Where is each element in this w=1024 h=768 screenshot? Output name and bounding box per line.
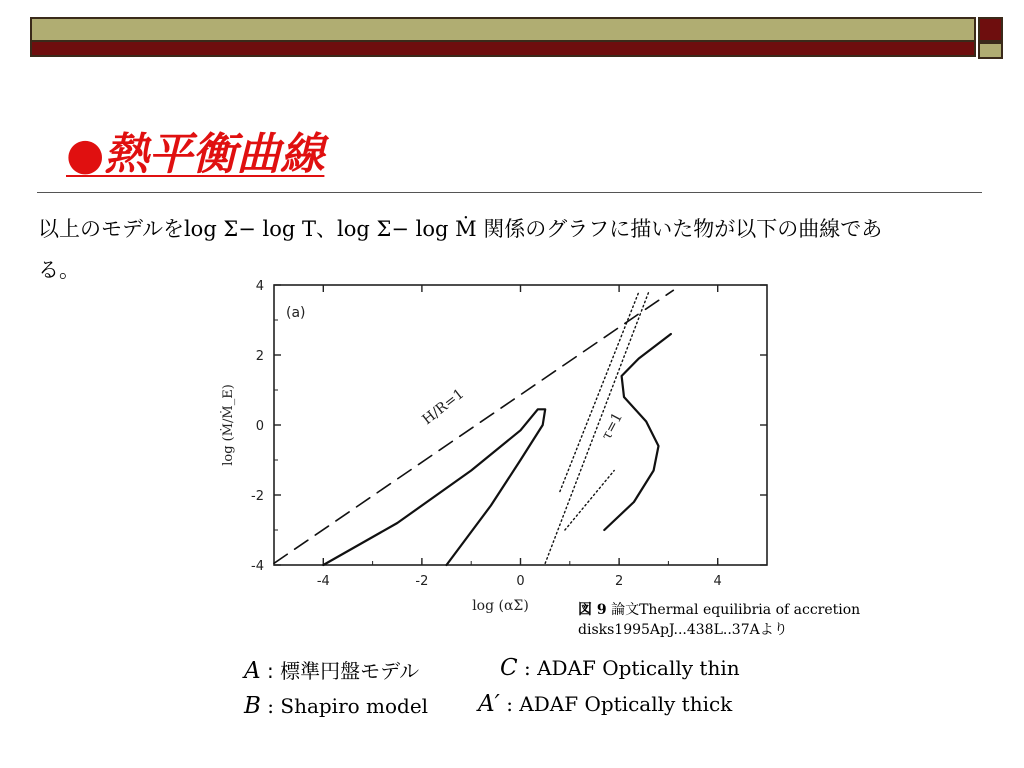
thermal-equilibrium-chart — [215, 275, 805, 625]
x-tick-label: -2 — [415, 574, 429, 589]
math-expr-1: log Σ− log T — [183, 217, 317, 241]
legend-item-b — [244, 693, 428, 719]
legend-text: : 標準円盤モデル — [266, 659, 420, 683]
header-corner-square — [978, 17, 1003, 42]
y-tick-label: -2 — [251, 489, 264, 504]
y-tick-label: -4 — [251, 559, 264, 574]
y-tick-label: 0 — [255, 419, 264, 434]
series-line-dotted — [545, 292, 649, 563]
legend-symbol: B — [244, 693, 261, 719]
body-line-1 — [38, 213, 882, 243]
x-tick-label: 0 — [516, 574, 525, 589]
caption-line-2: disks1995ApJ...438L..37Aより — [578, 622, 788, 638]
legend-text: : ADAF Optically thick — [506, 692, 733, 716]
title-divider — [37, 192, 982, 193]
header-bar — [30, 17, 976, 57]
legend-item-a-prime — [478, 691, 732, 717]
curve-annotation: H/R=1 — [419, 385, 468, 429]
body-prefix: 以上のモデルを — [38, 217, 184, 241]
body-suffix: 関係のグラフに描いた物が以下の曲線であ — [476, 217, 883, 241]
header-corner-square-lower — [978, 42, 1003, 59]
legend-text: : Shapiro model — [267, 694, 429, 718]
legend-text: : ADAF Optically thin — [523, 656, 740, 680]
y-tick-label: 2 — [255, 349, 264, 364]
header-bar-olive-stripe — [32, 19, 974, 42]
curve-annotation: τ=1 — [598, 410, 627, 443]
panel-label: (a) — [286, 305, 306, 321]
series-line-dotted — [565, 471, 614, 531]
legend-item-c — [500, 655, 740, 681]
y-tick-label: 4 — [255, 279, 264, 294]
legend-symbol: A′ — [478, 691, 500, 717]
plot-frame — [274, 285, 767, 565]
caption-line-1 — [578, 600, 860, 620]
caption-fig-label: 図 9 — [578, 602, 607, 618]
slide-title: ●熱平衡曲線 — [66, 129, 325, 180]
caption-text-1: 論文Thermal equilibria of accretion — [611, 602, 861, 618]
x-tick-label: -4 — [316, 574, 330, 589]
legend-symbol: A — [244, 658, 261, 684]
body-line-2: る。 — [38, 258, 80, 282]
x-tick-label: 2 — [614, 574, 624, 589]
legend-item-a — [244, 655, 419, 684]
math-expr-2: log Σ− log Ṁ — [337, 217, 477, 241]
x-tick-label: 4 — [713, 574, 722, 589]
body-separator: 、 — [316, 217, 338, 241]
x-axis-label: log (αΣ) — [472, 598, 529, 614]
y-axis-label: log (Ṁ/Ṁ_E) — [221, 384, 236, 466]
figure-caption — [578, 600, 860, 640]
legend-symbol: C — [500, 655, 518, 681]
series-line-solid — [323, 409, 545, 565]
